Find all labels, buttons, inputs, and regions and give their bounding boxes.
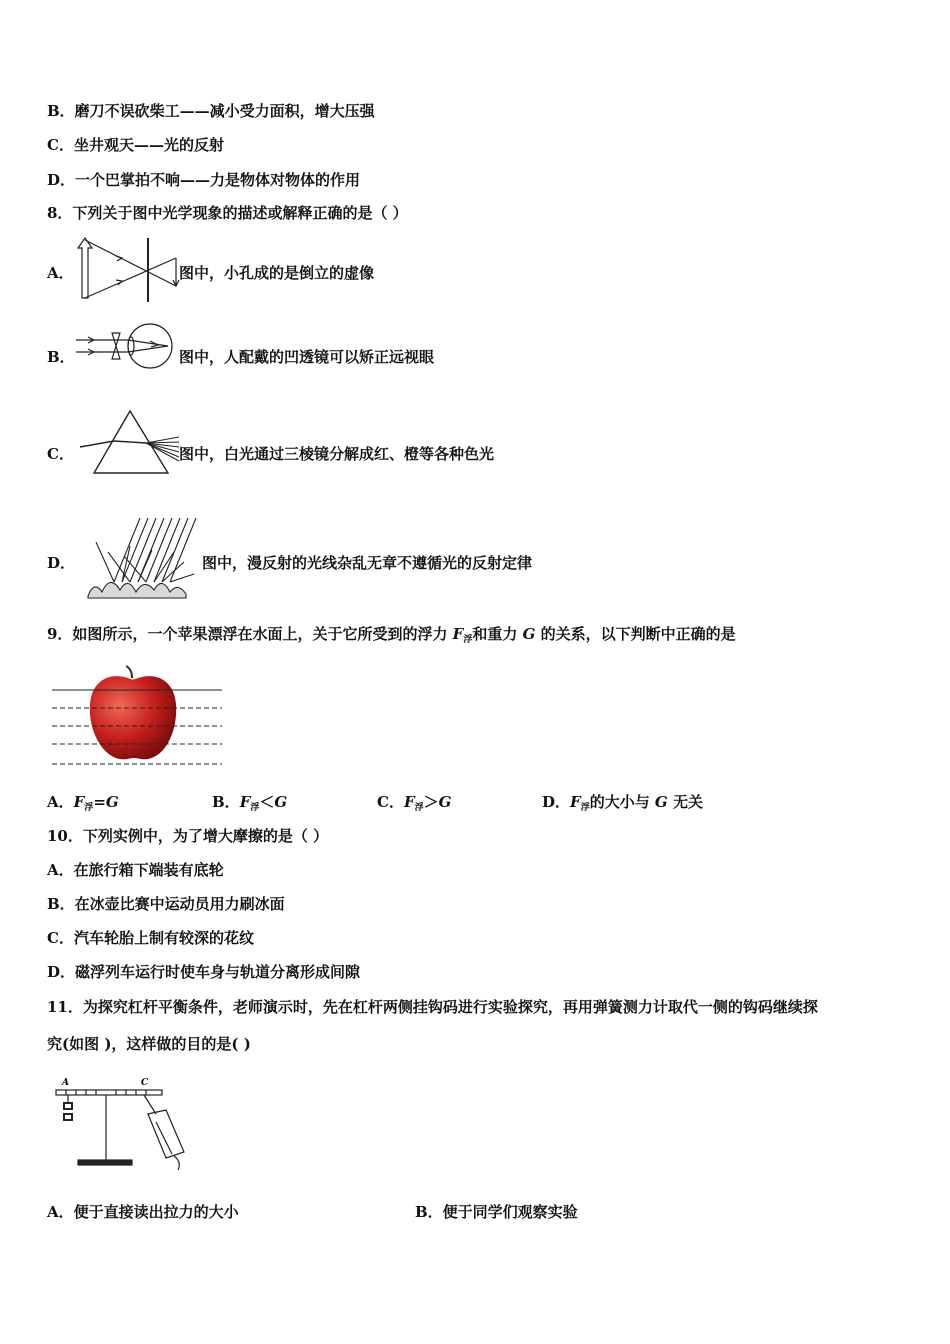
eye-concave-lens-figure — [74, 322, 178, 372]
q8-stem: 8．下列关于图中光学现象的描述或解释正确的是（ ） — [47, 204, 408, 222]
q8-option-b-text: 图中，人配戴的凹透镜可以矫正远视眼 — [179, 348, 435, 366]
prism-dispersion-figure — [80, 407, 182, 477]
diffuse-reflection-figure — [84, 512, 200, 600]
q8-option-a-text: 图中，小孔成的是倒立的虚像 — [179, 264, 375, 282]
q9-stem: 9．如图所示，一个苹果漂浮在水面上，关于它所受到的浮力 $F_浮$和重力 G 的关系，以下判断中正确的是 — [47, 625, 736, 645]
q8-option-a-label: A． — [47, 264, 74, 282]
q11-stem-line1: 11．为探究杠杆平衡条件，老师演示时，先在杠杆两侧挂钩码进行实验探究，再用弹簧测力计取代一侧的钩码继续探 — [47, 998, 818, 1016]
q9-option-a: A．$F_浮=G$ — [47, 793, 119, 813]
q7-option-b: B．磨刀不误砍柴工——减小受力面积，增大压强 — [47, 102, 375, 120]
q10-option-a: A．在旅行箱下端装有底轮 — [47, 861, 224, 879]
pinhole-camera-figure — [72, 236, 182, 304]
q10-option-c: C．汽车轮胎上制有较深的花纹 — [47, 929, 254, 947]
q10-option-d: D．磁浮列车运行时使车身与轨道分离形成间隙 — [47, 963, 361, 981]
q9-option-d: D．$F_浮$的大小与 G 无关 — [542, 793, 703, 813]
q9-option-c: C．$F_浮>G$ — [377, 793, 452, 813]
q8-option-c-text: 图中，白光通过三棱镜分解成红、橙等各种色光 — [179, 445, 495, 463]
floating-apple-figure — [50, 664, 224, 770]
q8-option-c-label: C． — [47, 445, 74, 463]
q9-option-b: B．$F_浮<G$ — [212, 793, 288, 813]
label-a: A — [62, 1078, 69, 1088]
q11-stem-line2: 究(如图 )，这样做的目的是( ) — [47, 1035, 251, 1053]
q8-option-d-text: 图中，漫反射的光线杂乱无章不遵循光的反射定律 — [202, 554, 533, 572]
q11-option-b: B．便于同学们观察实验 — [415, 1203, 578, 1221]
q10-stem: 10．下列实例中，为了增大摩擦的是（ ） — [47, 827, 329, 845]
lever-spring-scale-figure — [46, 1074, 186, 1174]
apple — [90, 676, 176, 759]
q10-option-b: B．在冰壶比赛中运动员用力刷冰面 — [47, 895, 285, 913]
q8-option-d-label: D． — [47, 554, 76, 572]
label-c: C — [141, 1078, 149, 1088]
q8-option-b-label: B． — [47, 348, 75, 366]
q11-option-a: A．便于直接读出拉力的大小 — [47, 1203, 239, 1221]
q7-option-c: C．坐井观天——光的反射 — [47, 136, 224, 154]
q7-option-d: D．一个巴掌拍不响——力是物体对物体的作用 — [47, 171, 361, 189]
